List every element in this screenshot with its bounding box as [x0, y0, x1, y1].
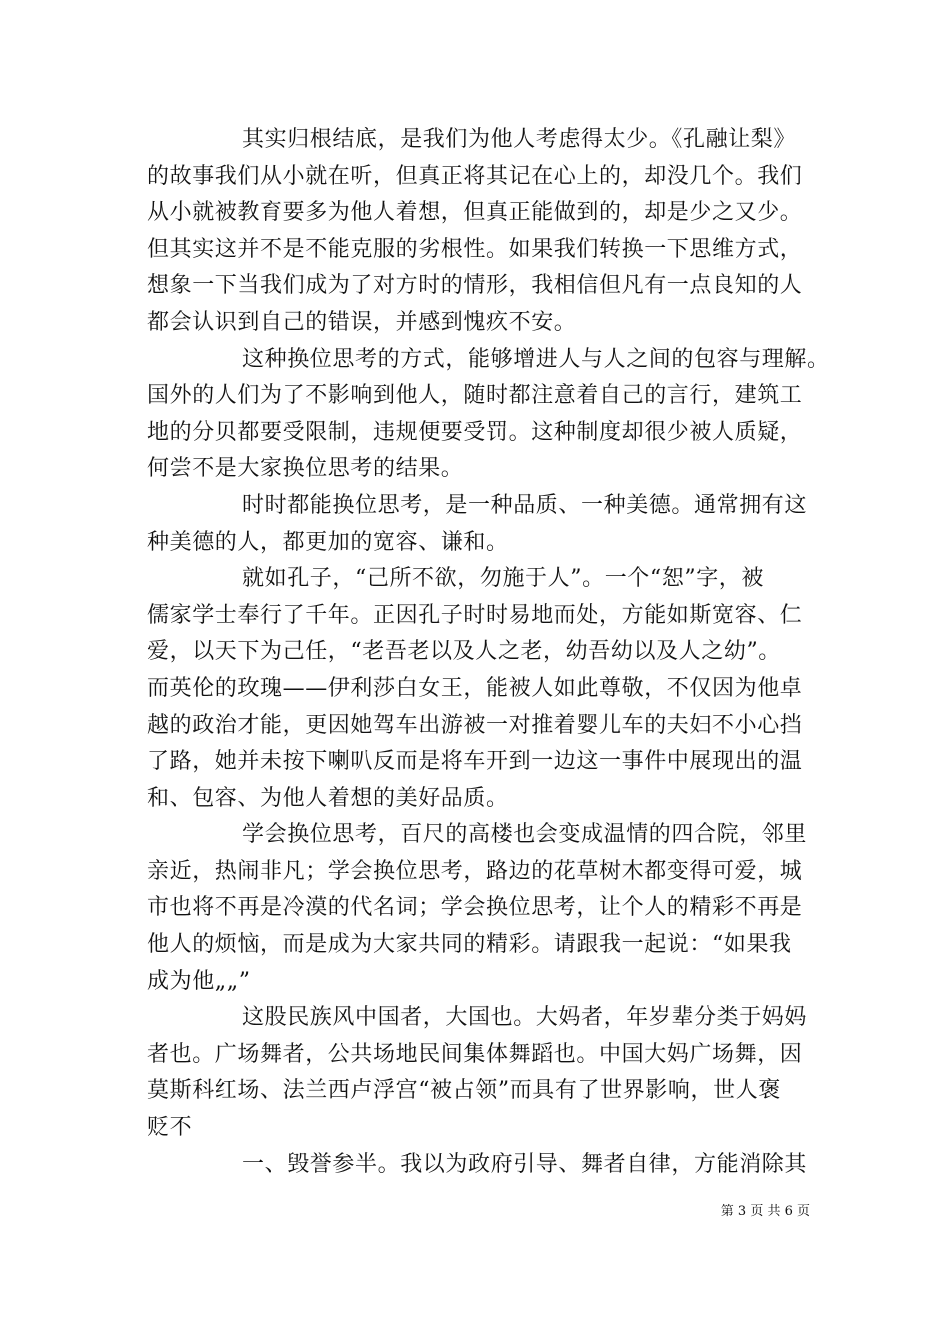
- text-line: 学会换位思考，百尺的高楼也会变成温情的四合院，邻里: [242, 822, 808, 848]
- text-line: 想象一下当我们成为了对方时的情形，我相信但凡有一点良知的人: [147, 273, 803, 299]
- text-line: 这种换位思考的方式，能够增进人与人之间的包容与理解。: [242, 346, 830, 372]
- text-line: 成为他„„”: [147, 968, 251, 994]
- text-line: 者也。广场舞者，公共场地民间集体舞蹈也。中国大妈广场舞，因: [147, 1041, 803, 1067]
- text-line: 贬不: [147, 1115, 193, 1141]
- text-line: 莫斯科红场、法兰西卢浮宫“被占领”而具有了世界影响，世人褒: [147, 1078, 781, 1104]
- text-line: 一、毁誉参半。我以为政府引导、舞者自律，方能消除其: [242, 1151, 808, 1177]
- paragraph: [147, 488, 807, 561]
- page-number: 第 3 页 共 6 页: [720, 1204, 810, 1219]
- text-line: 这股民族风中国者，大国也。大妈者，年岁辈分类于妈妈: [242, 1005, 808, 1031]
- text-line: 的故事我们从小就在听，但真正将其记在心上的，却没几个。我们: [147, 163, 803, 189]
- text-line: 其实归根结底，是我们为他人考虑得太少。《孔融让梨》: [242, 127, 797, 152]
- text-line: 都会认识到自己的错误，并感到愧疚不安。: [147, 309, 577, 335]
- body-text: [147, 122, 830, 1183]
- paragraph: [147, 817, 807, 1000]
- paragraph: [147, 1000, 807, 1146]
- text-line: 爱，以天下为己任，“老吾老以及人之老，幼吾幼以及人之幼”。: [147, 639, 781, 665]
- text-line: 而英伦的玫瑰——伊利莎白女王，能被人如此尊敬，不仅因为他卓: [147, 675, 803, 701]
- text-line: 他人的烦恼，而是成为大家共同的精彩。请跟我一起说：“如果我: [147, 932, 792, 958]
- text-line: 但其实这并不是不能克服的劣根性。如果我们转换一下思维方式，: [147, 236, 803, 262]
- text-line: 时时都能换位思考，是一种品质、一种美德。通常拥有这: [242, 492, 808, 518]
- text-line: 儒家学士奉行了千年。正因孔子时时易地而处，方能如斯宽容、仁: [147, 602, 803, 628]
- paragraph: [147, 561, 807, 817]
- text-line: 种美德的人，都更加的宽容、谦和。: [147, 529, 509, 555]
- paragraph: [147, 122, 807, 342]
- text-line: 就如孔子，“己所不欲，勿施于人”。一个“恕”字，被: [242, 566, 764, 592]
- text-line: 从小就被教育要多为他人着想，但真正能做到的，却是少之又少。: [147, 200, 803, 226]
- text-line: 越的政治才能，更因她驾车出游被一对推着婴儿车的夫妇不小心挡: [147, 712, 803, 738]
- text-line: 地的分贝都要受限制，违规便要受罚。这种制度却很少被人质疑，: [147, 419, 803, 445]
- text-line: 国外的人们为了不影响到他人，随时都注意着自己的言行，建筑工: [147, 383, 803, 409]
- paragraph: [147, 342, 830, 488]
- paragraph: [147, 1147, 807, 1184]
- text-line: 了路，她并未按下喇叭反而是将车开到一边这一事件中展现出的温: [147, 749, 803, 775]
- text-line: 何尝不是大家换位思考的结果。: [147, 456, 464, 482]
- text-line: 和、包容、为他人着想的美好品质。: [147, 785, 509, 811]
- text-line: 市也将不再是冷漠的代名词；学会换位思考，让个人的精彩不再是: [147, 895, 803, 921]
- text-line: 亲近，热闹非凡；学会换位思考，路边的花草树木都变得可爱，城: [147, 858, 803, 884]
